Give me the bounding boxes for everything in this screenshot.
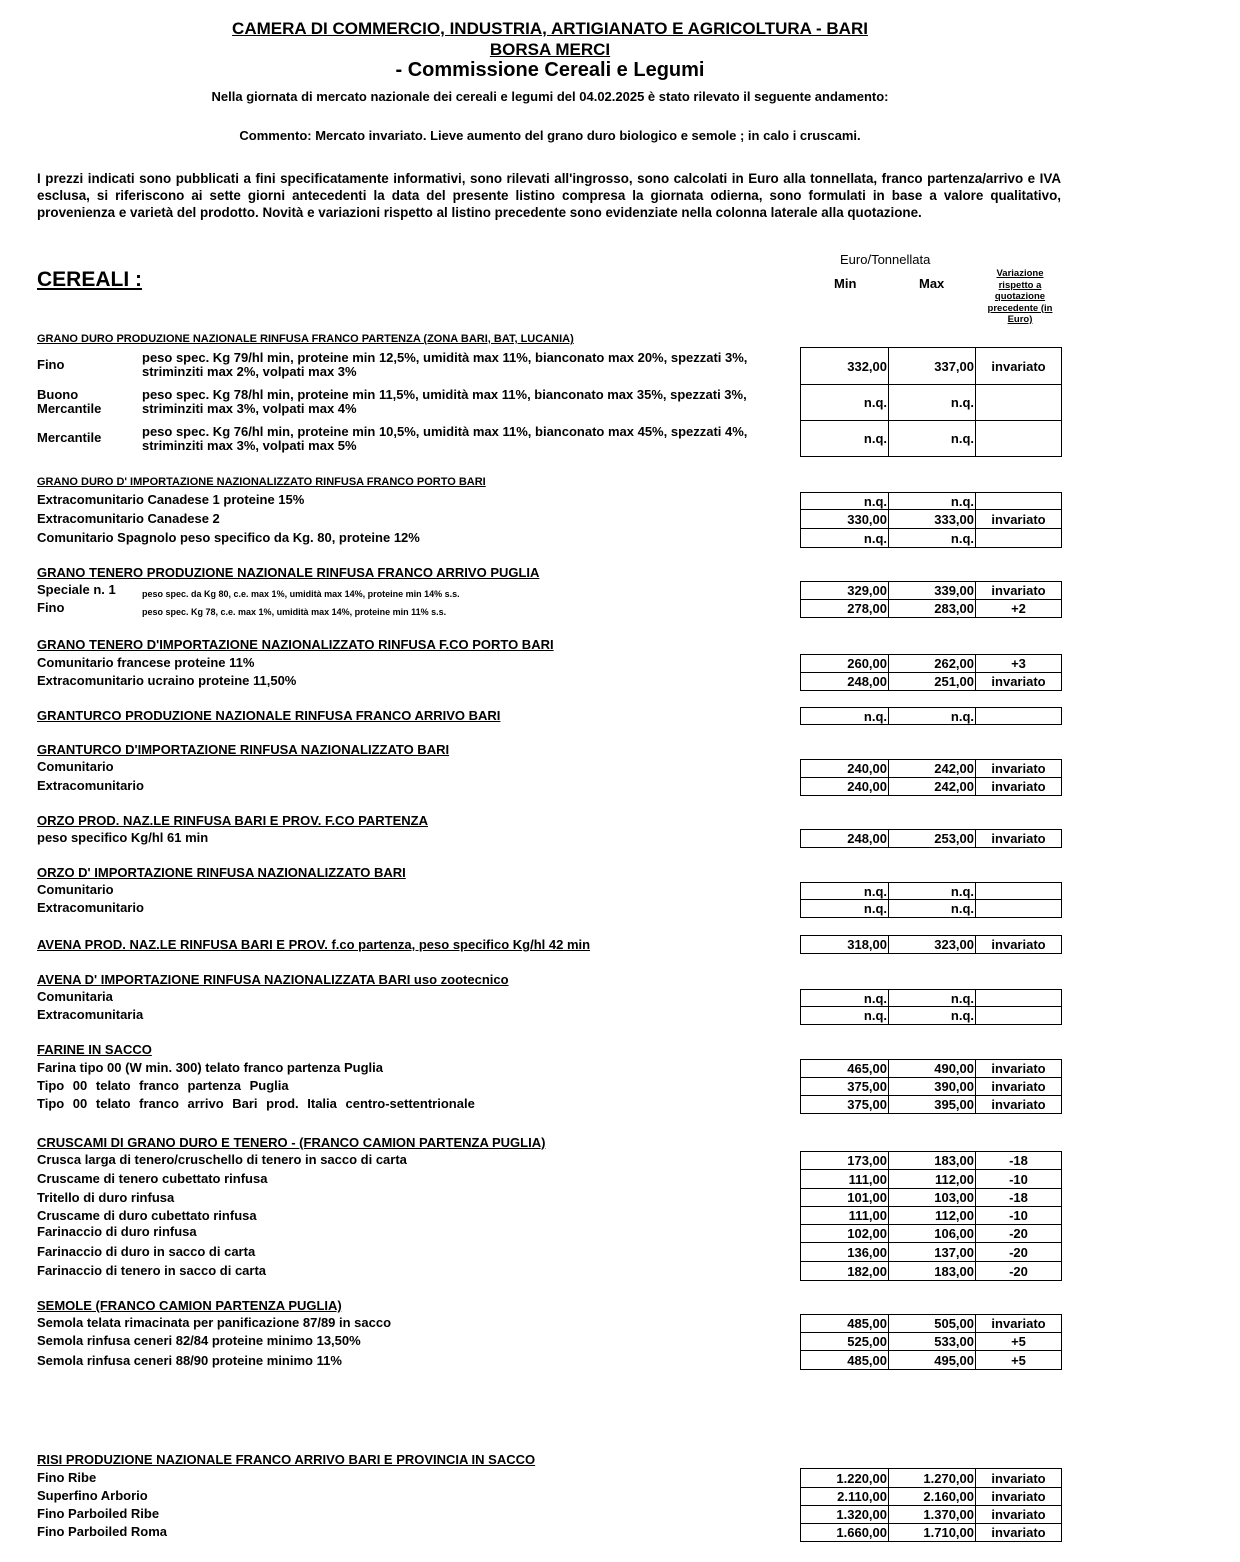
price-min: 1.220,00 <box>801 1469 889 1487</box>
price-variation: invariato <box>991 1525 1046 1540</box>
price-variation: invariato <box>991 511 1046 527</box>
row-label: Superfino Arborio <box>37 1488 148 1503</box>
row-label: Semola rinfusa ceneri 82/84 proteine minimo 13,50% <box>37 1333 361 1348</box>
price-min: 240,00 <box>801 778 889 795</box>
price-min: 260,00 <box>801 655 889 672</box>
price-min: 485,00 <box>801 1315 889 1332</box>
price-max: n.q. <box>889 493 976 509</box>
price-min: 101,00 <box>801 1189 889 1206</box>
row-label: Comunitario <box>37 759 114 774</box>
price-min: 1.320,00 <box>801 1506 889 1523</box>
row-label: Comunitaria <box>37 989 113 1004</box>
price-min: n.q. <box>801 385 889 420</box>
row-label: Farina tipo 00 (W min. 300) telato franco partenza Puglia <box>37 1060 384 1075</box>
row-label: Fino Ribe <box>37 1470 97 1485</box>
section-title: GRANO TENERO PRODUZIONE NAZIONALE RINFUSA FRANCO ARRIVO PUGLIA <box>37 565 540 580</box>
price-min: 182,00 <box>801 1262 889 1280</box>
price-max: n.q. <box>889 708 976 724</box>
price-row <box>800 492 1062 510</box>
row-label: Fino <box>37 357 65 372</box>
price-min: n.q. <box>801 1007 889 1024</box>
price-max: 283,00 <box>889 600 976 617</box>
section-title: GRANTURCO PRODUZIONE NAZIONALE RINFUSA FRANCO ARRIVO BARI <box>37 708 501 723</box>
max-header: Max <box>919 276 945 291</box>
price-variation: invariato <box>991 358 1046 374</box>
cereali-heading: CEREALI : <box>37 268 142 291</box>
price-min: 248,00 <box>801 830 889 847</box>
price-min: 248,00 <box>801 673 889 690</box>
row-label: Cruscame di duro cubettato rinfusa <box>37 1208 257 1223</box>
price-max: 2.160,00 <box>889 1488 976 1505</box>
row-label: Tipo 00 telato franco partenza Puglia <box>37 1078 289 1093</box>
row-label: Extracomunitaria <box>37 1007 144 1022</box>
price-variation: invariato <box>991 831 1046 846</box>
price-row <box>800 384 1062 421</box>
price-row <box>800 707 1062 725</box>
min-header: Min <box>834 276 857 291</box>
row-label: Fino Parboiled Roma <box>37 1524 168 1539</box>
row-description: peso spec. Kg 78/hl min, proteine min 11,5%, umidità max 11%, bianconato max 35%, spezzati 3%, striminziti max 3%, volpati max 4% <box>142 387 747 416</box>
price-min: 375,00 <box>801 1096 889 1113</box>
price-max: n.q. <box>889 421 976 456</box>
price-variation: invariato <box>991 779 1046 794</box>
price-variation <box>976 708 1061 724</box>
row-label: Comunitario Spagnolo peso specifico da Kg. 80, proteine 12% <box>37 530 420 545</box>
price-variation: invariato <box>991 1489 1046 1504</box>
row-label: Speciale n. 1 <box>37 582 116 597</box>
price-max: 242,00 <box>889 760 976 777</box>
price-row <box>800 1151 1062 1170</box>
price-variation: invariato <box>991 937 1046 952</box>
price-min: 330,00 <box>801 510 889 528</box>
price-variation: -20 <box>1009 1263 1028 1279</box>
row-label: Tipo 00 telato franco arrivo Bari prod. Italia centro-settentrionale <box>37 1096 475 1111</box>
price-max: n.q. <box>889 883 976 899</box>
commission-title: - Commissione Cereali e Legumi <box>395 59 705 81</box>
price-variation: invariato <box>991 761 1046 776</box>
price-row <box>800 1314 1062 1333</box>
variation-header: Variazione rispetto a quotazione precedente (in Euro) <box>987 268 1053 325</box>
section-title: FARINE IN SACCO <box>37 1042 152 1057</box>
price-min: 525,00 <box>801 1333 889 1350</box>
section-title: AVENA D' IMPORTAZIONE RINFUSA NAZIONALIZZATA BARI uso zootecnico <box>37 972 509 987</box>
price-max: 337,00 <box>889 348 976 384</box>
section-title: GRANTURCO D'IMPORTAZIONE RINFUSA NAZIONALIZZATO BARI <box>37 742 450 757</box>
market-day-text: Nella giornata di mercato nazionale dei cereali e legumi del 04.02.2025 è stato rilevato il seguente andamento: <box>211 89 889 104</box>
price-min: 2.110,00 <box>801 1488 889 1505</box>
price-variation: -10 <box>1009 1208 1028 1223</box>
price-min: 318,00 <box>801 936 889 953</box>
section-title: AVENA PROD. NAZ.LE RINFUSA BARI E PROV. f.co partenza, peso specifico Kg/hl 42 min <box>37 937 591 952</box>
price-row <box>800 654 1062 673</box>
section-title: GRANO DURO PRODUZIONE NAZIONALE RINFUSA FRANCO PARTENZA (ZONA BARI, BAT, LUCANIA) <box>37 333 574 345</box>
market-comment: Commento: Mercato invariato. Lieve aumento del grano duro biologico e semole ; in calo i cruscami. <box>239 128 861 143</box>
price-max: 112,00 <box>889 1170 976 1188</box>
price-row <box>800 935 1062 954</box>
price-max: 103,00 <box>889 1189 976 1206</box>
price-min: n.q. <box>801 883 889 899</box>
row-description: peso spec. da Kg 80, c.e. max 1%, umidità max 14%, proteine min 14% s.s. <box>142 589 460 599</box>
section-title: ORZO PROD. NAZ.LE RINFUSA BARI E PROV. F.CO PARTENZA <box>37 813 428 828</box>
price-row <box>800 528 1062 548</box>
price-max: 251,00 <box>889 673 976 690</box>
price-max: 183,00 <box>889 1152 976 1169</box>
price-variation <box>976 1007 1061 1024</box>
price-min: 332,00 <box>801 348 889 384</box>
price-min: n.q. <box>801 990 889 1006</box>
price-row <box>800 420 1062 457</box>
price-variation: +5 <box>1011 1334 1026 1349</box>
row-label: Farinaccio di duro in sacco di carta <box>37 1244 256 1259</box>
price-max: 395,00 <box>889 1096 976 1113</box>
price-max: 253,00 <box>889 830 976 847</box>
price-row <box>800 1242 1062 1262</box>
price-min: n.q. <box>801 900 889 917</box>
row-label: Buono Mercantile <box>37 387 102 416</box>
price-max: 1.270,00 <box>889 1469 976 1487</box>
price-variation: invariato <box>991 1097 1046 1112</box>
price-min: 136,00 <box>801 1243 889 1261</box>
section-title: RISI PRODUZIONE NAZIONALE FRANCO ARRIVO BARI E PROVINCIA IN SACCO <box>37 1452 536 1467</box>
section-title: GRANO DURO D' IMPORTAZIONE NAZIONALIZZATO RINFUSA FRANCO PORTO BARI <box>37 476 486 488</box>
price-row <box>800 1095 1062 1114</box>
price-max: n.q. <box>889 990 976 1006</box>
row-label: Extracomunitario Canadese 1 proteine 15% <box>37 492 305 507</box>
price-row <box>800 1206 1062 1225</box>
row-label: Fino Parboiled Ribe <box>37 1506 160 1521</box>
price-row <box>800 1059 1062 1078</box>
price-row <box>800 599 1062 618</box>
price-min: 278,00 <box>801 600 889 617</box>
price-variation: invariato <box>991 1061 1046 1076</box>
price-max: 490,00 <box>889 1060 976 1077</box>
price-max: 112,00 <box>889 1207 976 1224</box>
price-variation: -18 <box>1009 1190 1028 1205</box>
section-title: CRUSCAMI DI GRANO DURO E TENERO - (FRANCO CAMION PARTENZA PUGLIA) <box>37 1135 546 1150</box>
row-description: peso spec. Kg 78, c.e. max 1%, umidità max 14%, proteine min 11% s.s. <box>142 607 447 617</box>
price-min: 329,00 <box>801 582 889 599</box>
row-label: Farinaccio di tenero in sacco di carta <box>37 1263 267 1278</box>
price-max: 339,00 <box>889 582 976 599</box>
price-variation: invariato <box>991 674 1046 689</box>
row-label: Semola telata rimacinata per panificazione 87/89 in sacco <box>37 1315 392 1330</box>
row-label: Crusca larga di tenero/cruschello di tenero in sacco di carta <box>37 1152 407 1167</box>
price-min: n.q. <box>801 493 889 509</box>
price-variation: -20 <box>1009 1244 1028 1260</box>
price-max: n.q. <box>889 900 976 917</box>
chamber-title: CAMERA DI COMMERCIO, INDUSTRIA, ARTIGIANATO E AGRICOLTURA - BARI <box>232 19 868 38</box>
price-row <box>800 1332 1062 1351</box>
price-min: 465,00 <box>801 1060 889 1077</box>
section-title: GRANO TENERO D'IMPORTAZIONE NAZIONALIZZATO RINFUSA F.CO PORTO BARI <box>37 637 554 652</box>
price-variation <box>976 990 1061 1006</box>
price-variation: +5 <box>1011 1352 1026 1368</box>
price-min: n.q. <box>801 529 889 547</box>
price-row <box>800 1224 1062 1243</box>
price-variation: invariato <box>991 1079 1046 1094</box>
price-max: 137,00 <box>889 1243 976 1261</box>
price-max: n.q. <box>889 385 976 420</box>
price-variation <box>976 900 1061 917</box>
price-min: 240,00 <box>801 760 889 777</box>
price-variation: -20 <box>1009 1226 1028 1241</box>
price-min: 1.660,00 <box>801 1524 889 1541</box>
price-row <box>800 829 1062 848</box>
price-row <box>800 1077 1062 1096</box>
row-label: Comunitario francese proteine 11% <box>37 655 255 670</box>
row-label: Tritello di duro rinfusa <box>37 1190 175 1205</box>
price-max: n.q. <box>889 1007 976 1024</box>
price-max: 242,00 <box>889 778 976 795</box>
price-row <box>800 509 1062 529</box>
price-max: 1.710,00 <box>889 1524 976 1541</box>
row-label: Extracomunitario <box>37 778 144 793</box>
price-row <box>800 1468 1062 1488</box>
price-max: n.q. <box>889 529 976 547</box>
row-label: Semola rinfusa ceneri 88/90 proteine minimo 11% <box>37 1353 342 1368</box>
price-row <box>800 581 1062 600</box>
price-min: 485,00 <box>801 1351 889 1369</box>
row-label: Extracomunitario Canadese 2 <box>37 511 220 526</box>
price-row <box>800 672 1062 691</box>
section-title: ORZO D' IMPORTAZIONE RINFUSA NAZIONALIZZATO BARI <box>37 865 406 880</box>
price-variation: -10 <box>1009 1171 1028 1187</box>
row-label: Extracomunitario <box>37 900 144 915</box>
price-variation: invariato <box>991 1470 1046 1486</box>
price-max: 505,00 <box>889 1315 976 1332</box>
price-min: 111,00 <box>801 1170 889 1188</box>
row-label: Fino <box>37 600 65 615</box>
row-description: peso spec. Kg 76/hl min, proteine min 10,5%, umidità max 11%, bianconato max 45%, spezzati 4%, striminziti max 3%, volpati max 5% <box>142 424 748 453</box>
price-row <box>800 1350 1062 1370</box>
price-variation: -18 <box>1009 1153 1028 1168</box>
price-variation <box>976 421 1061 456</box>
row-label: peso specifico Kg/hl 61 min <box>37 830 209 845</box>
price-max: 495,00 <box>889 1351 976 1369</box>
price-max: 533,00 <box>889 1333 976 1350</box>
price-max: 390,00 <box>889 1078 976 1095</box>
price-row <box>800 759 1062 778</box>
price-min: 375,00 <box>801 1078 889 1095</box>
price-min: 102,00 <box>801 1225 889 1242</box>
intro-paragraph: I prezzi indicati sono pubblicati a fini specificatamente informativi, sono rilevati all'ingrosso, sono calcolati in Euro alla tonnellata, franco partenza/arrivo e IVA esclusa, si riferiscono ai sette giorni antecedenti la data del presente listino compresa la giornata odierna, sono formulati in base a valore qualitativo, provenienza e varietà del prodotto. Novità e variazioni rispetto al listino precedente sono evidenziate nella colonna laterale alla quotazione. <box>37 171 1061 220</box>
price-min: 173,00 <box>801 1152 889 1169</box>
row-label: Farinaccio di duro rinfusa <box>37 1224 197 1239</box>
price-row <box>800 1169 1062 1189</box>
price-variation: +2 <box>1011 601 1026 616</box>
price-min: n.q. <box>801 708 889 724</box>
price-row <box>800 1261 1062 1281</box>
price-max: 183,00 <box>889 1262 976 1280</box>
row-description: peso spec. Kg 79/hl min, proteine min 12,5%, umidità max 11%, bianconato max 20%, spezzati 3%, striminziti max 2%, volpati max 3% <box>142 350 748 379</box>
price-row <box>800 899 1062 918</box>
price-row <box>800 1188 1062 1207</box>
price-max: 1.370,00 <box>889 1506 976 1523</box>
price-row <box>800 1487 1062 1506</box>
price-row <box>800 882 1062 900</box>
price-row <box>800 777 1062 796</box>
borsa-merci-title: BORSA MERCI <box>489 40 611 59</box>
price-max: 323,00 <box>889 936 976 953</box>
unit-header: Euro/Tonnellata <box>840 252 931 267</box>
section-title: SEMOLE (FRANCO CAMION PARTENZA PUGLIA) <box>37 1298 342 1313</box>
price-variation <box>976 883 1061 899</box>
price-row <box>800 1006 1062 1025</box>
price-variation: invariato <box>991 1316 1046 1331</box>
price-max: 106,00 <box>889 1225 976 1242</box>
row-label: Mercantile <box>37 430 102 445</box>
price-variation <box>976 385 1061 420</box>
price-variation: invariato <box>991 583 1046 598</box>
price-max: 262,00 <box>889 655 976 672</box>
price-max: 333,00 <box>889 510 976 528</box>
price-variation <box>976 493 1061 509</box>
price-variation: invariato <box>991 1507 1046 1522</box>
row-label: Extracomunitario ucraino proteine 11,50% <box>37 673 297 688</box>
price-row <box>800 1523 1062 1542</box>
price-variation: +3 <box>1011 656 1026 671</box>
row-label: Comunitario <box>37 882 114 897</box>
price-min: n.q. <box>801 421 889 456</box>
price-row <box>800 1505 1062 1524</box>
price-variation <box>976 529 1061 547</box>
price-row <box>800 347 1062 385</box>
price-min: 111,00 <box>801 1207 889 1224</box>
price-row <box>800 989 1062 1007</box>
row-label: Cruscame di tenero cubettato rinfusa <box>37 1171 268 1186</box>
